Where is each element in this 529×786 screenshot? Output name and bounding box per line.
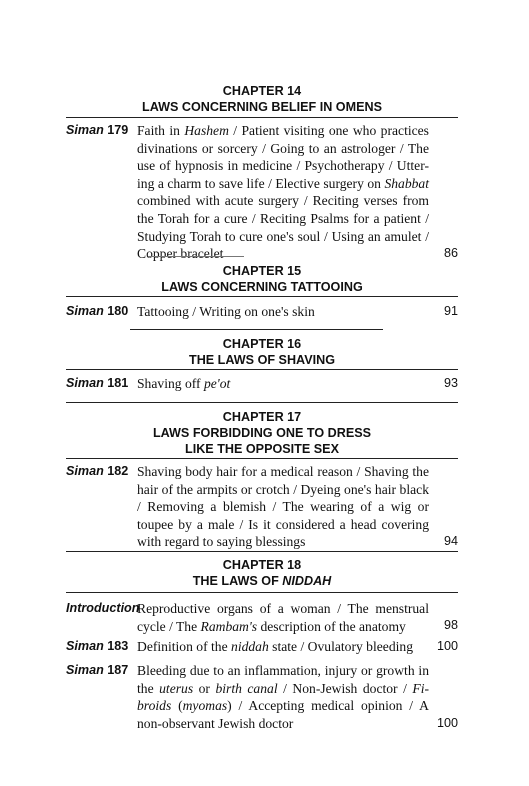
entry-description: Tattooing / Writing on one's skin	[137, 304, 315, 319]
section-rule	[66, 551, 458, 552]
chapter-title: THE LAWS OF NIDDAH	[192, 574, 332, 588]
chapter-title: LIKE THE OPPOSITE SEX	[185, 442, 339, 456]
section-rule	[66, 458, 458, 459]
entry-description: Bleeding due to an inflammation, injury or growth in the uterus or birth canal / Non-Jewish doctor / Fi- broids (myomas) / Accepting medical opinion / A non-observant Jewish doctor	[137, 663, 429, 731]
chapter-title: THE LAWS OF SHAVING	[189, 353, 335, 367]
entry-description: Definition of the niddah state / Ovulatory bleeding	[137, 639, 413, 654]
chapter-title: LAWS CONCERNING BELIEF IN OMENS	[142, 100, 382, 114]
toc-entry	[66, 638, 458, 658]
toc-entry	[66, 600, 458, 636]
section-rule	[148, 256, 244, 257]
section-rule	[66, 369, 458, 370]
toc-entry	[66, 122, 458, 262]
entry-label: Siman 187	[66, 663, 129, 677]
page-number: 94	[443, 534, 458, 548]
chapter-heading	[66, 263, 458, 295]
entry-label: Siman 181	[66, 376, 129, 390]
entry-label: Siman 183	[66, 639, 129, 653]
page-number: 100	[436, 639, 458, 653]
chapter-number: CHAPTER 16	[222, 337, 302, 351]
section-rule	[66, 402, 458, 403]
chapter-number: CHAPTER 15	[222, 264, 302, 278]
entry-description: Reproductive organs of a woman / The menstrual cycle / The Rambam's description of the anatomy	[137, 601, 429, 634]
entry-label: Siman 179	[66, 123, 129, 137]
section-rule	[66, 296, 458, 297]
entry-label: Introduction	[66, 601, 140, 615]
chapter-title: LAWS CONCERNING TATTOOING	[161, 280, 363, 294]
page-number: 91	[443, 304, 458, 318]
chapter-heading	[66, 336, 458, 368]
chapter-heading	[66, 557, 458, 589]
page-number: 98	[443, 618, 458, 632]
entry-description: Shaving off pe'ot	[137, 376, 231, 391]
chapter-heading	[66, 409, 458, 457]
entry-label: Siman 182	[66, 464, 129, 478]
section-rule	[66, 592, 458, 593]
chapter-number: CHAPTER 14	[222, 84, 302, 98]
chapter-number: CHAPTER 18	[222, 558, 302, 572]
toc-entry	[66, 463, 458, 553]
entry-label: Siman 180	[66, 304, 129, 318]
toc-entry	[66, 375, 458, 395]
entry-description: Shaving body hair for a medical reason / Shaving the hair of the armpits or crotch / Dyeing one's hair black / Removing a blemish / The wearing of a wig or toupee by a male / Is it considered a head covering with regard to saying blessings	[137, 464, 429, 550]
page-number: 93	[443, 376, 458, 390]
page-number: 100	[436, 716, 458, 730]
section-rule	[66, 117, 458, 118]
page-number: 86	[443, 246, 458, 260]
toc-entry	[66, 662, 458, 734]
chapter-title: LAWS FORBIDDING ONE TO DRESS	[152, 426, 372, 440]
section-rule	[130, 329, 383, 330]
chapter-number: CHAPTER 17	[222, 410, 302, 424]
entry-description: Faith in Hashem / Patient visiting one who practices divinations or sorcery / Going to an astrologer / The use of hypnosis in medicine / Psychotherapy / Utter- ing a charm to save life / Elective surgery on Shabbat combined with acute surgery / Reciting verses from the Torah for a cure / Reciting Psalms for a patient / Studying Torah to cure one's soul / Using an amulet / Copper bracelet	[137, 123, 429, 262]
toc-entry	[66, 303, 458, 323]
chapter-heading	[66, 83, 458, 115]
